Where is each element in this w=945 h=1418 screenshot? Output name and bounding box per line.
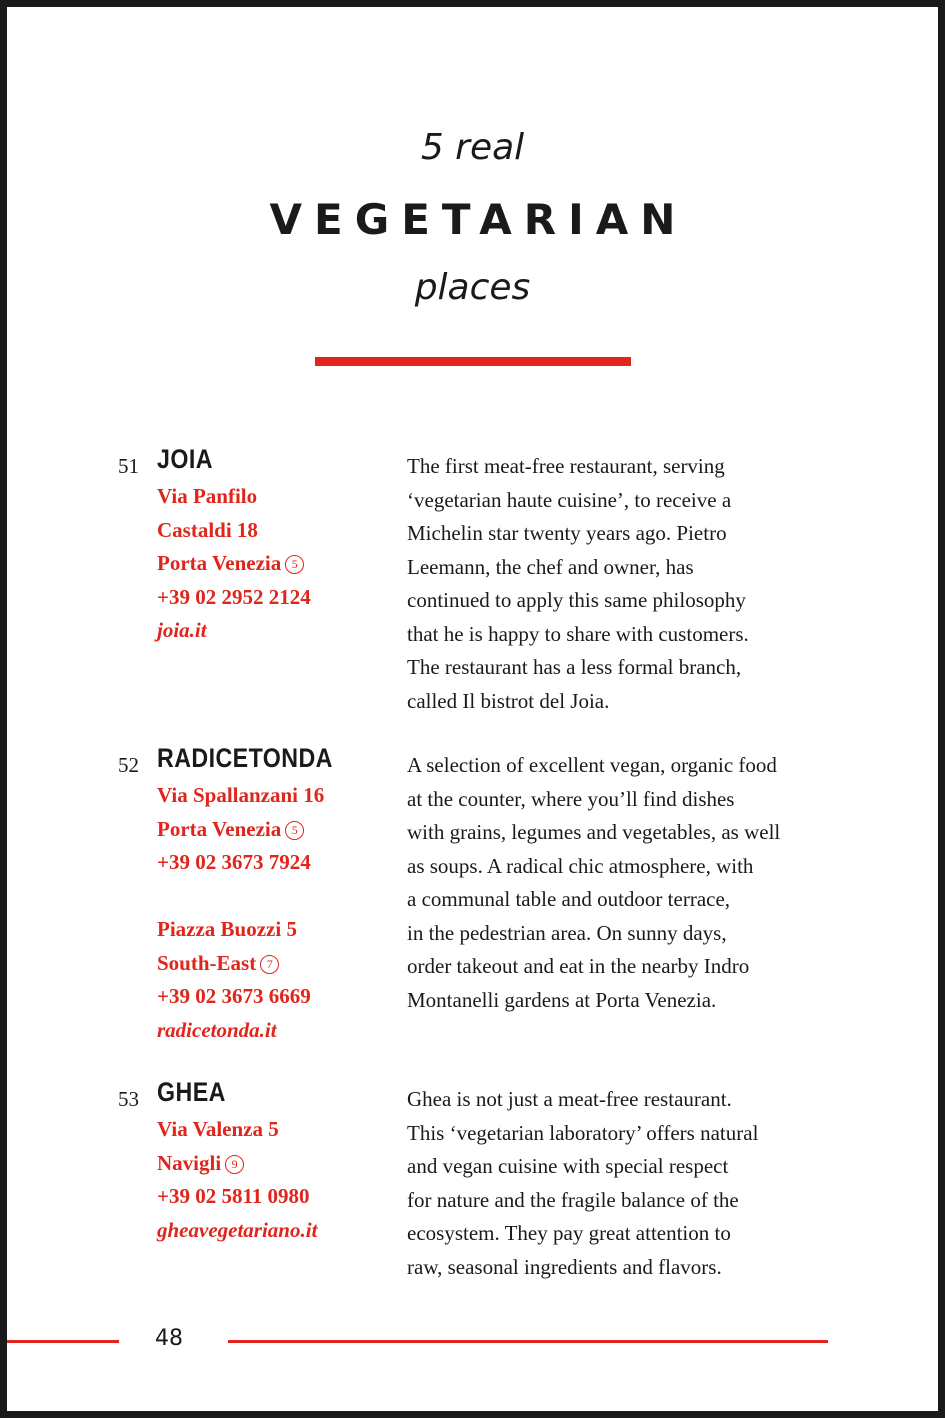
description-line: This ‘vegetarian laboratory’ offers natural <box>407 1120 759 1145</box>
website-link[interactable]: radicetonda.it <box>157 1017 277 1042</box>
description-line: The first meat-free restaurant, serving <box>407 454 725 478</box>
description-line: Michelin star twenty years ago. Pietro <box>407 521 727 545</box>
description-line: Montanelli gardens at Porta Venezia. <box>407 987 717 1012</box>
description-line: at the counter, where you’ll find dishes <box>407 786 735 811</box>
street: Via Valenza 5 <box>157 1117 279 1141</box>
footer-rule-left <box>7 1340 119 1343</box>
metro-line-badge: 9 <box>225 1155 244 1174</box>
area-name: Navigli <box>157 1150 222 1175</box>
street: Via Panfilo <box>157 484 258 508</box>
description-line: A selection of excellent vegan, organic food <box>407 753 777 777</box>
entry-number: 52 <box>118 753 139 777</box>
description-line: ‘vegetarian haute cuisine’, to receive a <box>407 487 732 512</box>
phone-second-location[interactable]: +39 02 3673 6669 <box>157 984 311 1008</box>
website-link[interactable]: joia.it <box>157 618 207 642</box>
area-name: South-East <box>157 950 257 975</box>
website-link[interactable]: gheavegetariano.it <box>157 1217 318 1242</box>
area <box>157 813 324 847</box>
description-line: order takeout and eat in the nearby Indro <box>407 954 750 978</box>
metro-line-badge: 7 <box>260 955 279 974</box>
entry-description <box>407 749 837 1017</box>
street: Via Spallanzani 16 <box>157 783 325 807</box>
description-line: and vegan cuisine with special respect <box>407 1154 729 1178</box>
phone[interactable]: +39 02 2952 2124 <box>157 584 311 609</box>
description-line: for nature and the fragile balance of the <box>407 1187 739 1212</box>
footer-rule-right <box>228 1340 828 1343</box>
entry-address <box>157 480 311 648</box>
entry-number: 51 <box>118 454 139 478</box>
page-number: 48 <box>155 1326 183 1351</box>
entry-address <box>157 1113 317 1247</box>
street-line-2: Castaldi 18 <box>157 517 258 542</box>
area <box>157 547 311 581</box>
description-line: a communal table and outdoor terrace, <box>407 887 731 911</box>
title-main: VEGETARIAN <box>269 195 688 244</box>
description-line: called Il bistrot del Joia. <box>407 688 610 713</box>
metro-line-badge: 5 <box>285 821 304 840</box>
description-line: Ghea is not just a meat-free restaurant. <box>407 1087 732 1111</box>
description-line: Leemann, the chef and owner, has <box>407 554 694 579</box>
area-name: Porta Venezia <box>157 816 282 841</box>
area <box>157 1147 317 1181</box>
description-line: as soups. A radical chic atmosphere, with <box>407 853 754 878</box>
description-line: ecosystem. They pay great attention to <box>407 1221 731 1245</box>
description-line: continued to apply this same philosophy <box>407 588 746 612</box>
description-line: with grains, legumes and vegetables, as well <box>407 820 781 844</box>
entry-number: 53 <box>118 1087 139 1111</box>
description-line: The restaurant has a less formal branch, <box>407 655 742 679</box>
title-divider <box>315 357 631 366</box>
metro-line-badge: 5 <box>285 555 304 574</box>
description-line: that he is happy to share with customers. <box>407 621 749 646</box>
area-second-location <box>157 947 324 981</box>
entry-name: JOIA <box>157 444 213 474</box>
phone[interactable]: +39 02 3673 7924 <box>157 850 311 874</box>
street-second-location: Piazza Buozzi 5 <box>157 917 297 941</box>
title-line-3: places <box>414 267 531 308</box>
title-line-1: 5 real <box>420 127 525 168</box>
phone[interactable]: +39 02 5811 0980 <box>157 1184 310 1208</box>
entry-description <box>407 450 837 718</box>
entry-description <box>407 1083 837 1284</box>
entry-name: RADICETONDA <box>157 743 333 773</box>
entry-name: GHEA <box>157 1077 226 1107</box>
description-line: raw, seasonal ingredients and flavors. <box>407 1254 722 1279</box>
area-name: Porta Venezia <box>157 551 282 575</box>
entry-address <box>157 779 324 1047</box>
description-line: in the pedestrian area. On sunny days, <box>407 920 727 945</box>
address-spacer <box>157 880 324 914</box>
